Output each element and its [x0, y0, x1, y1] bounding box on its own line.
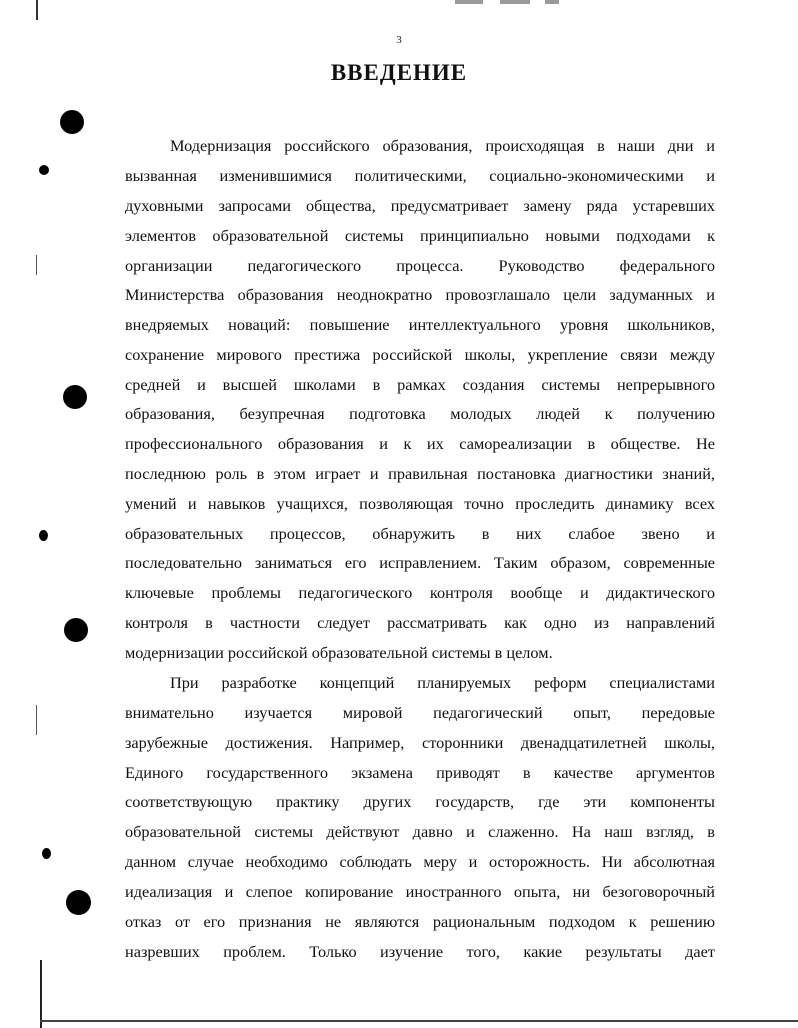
punch-hole [39, 165, 49, 175]
text-line: вызванная изменившимися политическими, социально-экономическими и [125, 166, 715, 185]
text-line: Единого государственного экзамена приводят в качестве аргументов [125, 763, 715, 782]
scan-top-artifact [455, 0, 483, 4]
text-line: назревших проблем. Только изучение того, какие результаты дает [125, 942, 715, 961]
text-line: духовными запросами общества, предусматривает замену ряда устаревших [125, 196, 715, 215]
scan-left-edge [40, 960, 42, 1028]
text-line: внедряемых новаций: повышение интеллектуального уровня школьников, [125, 315, 715, 334]
text-line: внимательно изучается мировой педагогический опыт, передовые [125, 703, 715, 722]
text-line: идеализация и слепое копирование иностранного опыта, ни безоговорочный [125, 882, 715, 901]
text-line: элементов образовательной системы принципиально новыми подходами к [125, 226, 715, 245]
text-line: При разработке концепций планируемых реформ специалистами [170, 673, 715, 692]
scan-top-artifact [545, 0, 559, 4]
page-number: 3 [396, 34, 402, 46]
punch-hole [42, 848, 51, 859]
text-line: профессионального образования и к их самореализации в обществе. Не [125, 434, 715, 453]
text-line: контроля в частности следует рассматривать как одно из направлений [125, 613, 715, 632]
text-line: соответствующую практику других государств, где эти компоненты [125, 792, 715, 811]
scan-left-edge [36, 255, 37, 275]
text-line: организации педагогического процесса. Руководство федерального [125, 256, 715, 275]
scan-bottom-edge [40, 1020, 798, 1022]
punch-hole [60, 110, 84, 134]
text-line: данном случае необходимо соблюдать меру и осторожность. Ни абсолютная [125, 852, 715, 871]
punch-hole [63, 385, 87, 409]
scan-top-artifact [500, 0, 530, 4]
text-line: Модернизация российского образования, происходящая в наши дни и [170, 136, 715, 155]
page-title: ВВЕДЕНИЕ [330, 60, 468, 85]
text-line: образовательной системы действуют давно и слаженно. На наш взгляд, в [125, 822, 715, 841]
text-line: средней и высшей школами в рамках создания системы непрерывного [125, 375, 715, 394]
scan-left-edge [36, 705, 37, 735]
text-line: умений и навыков учащихся, позволяющая точно проследить динамику всех [125, 494, 715, 513]
text-line: последовательно заниматься его исправлением. Таким образом, современные [125, 553, 715, 572]
text-line: модернизации российской образовательной системы в целом. [125, 643, 553, 662]
text-line: Министерства образования неоднократно провозглашало цели задуманных и [125, 285, 715, 304]
punch-hole [39, 530, 48, 541]
text-line: отказ от его признания не являются рациональным подходом к решению [125, 912, 715, 931]
text-line: образования, безупречная подготовка молодых людей к получению [125, 404, 715, 423]
punch-hole [66, 890, 91, 915]
text-line: сохранение мирового престижа российской школы, укрепление связи между [125, 345, 715, 364]
scan-left-edge [36, 0, 38, 20]
text-line: образовательных процессов, обнаружить в них слабое звено и [125, 524, 715, 543]
text-line: ключевые проблемы педагогического контроля вообще и дидактического [125, 583, 715, 602]
text-line: зарубежные достижения. Например, сторонники двенадцатилетней школы, [125, 733, 715, 752]
text-line: последнюю роль в этом играет и правильная постановка диагностики знаний, [125, 464, 715, 483]
punch-hole [64, 618, 88, 642]
